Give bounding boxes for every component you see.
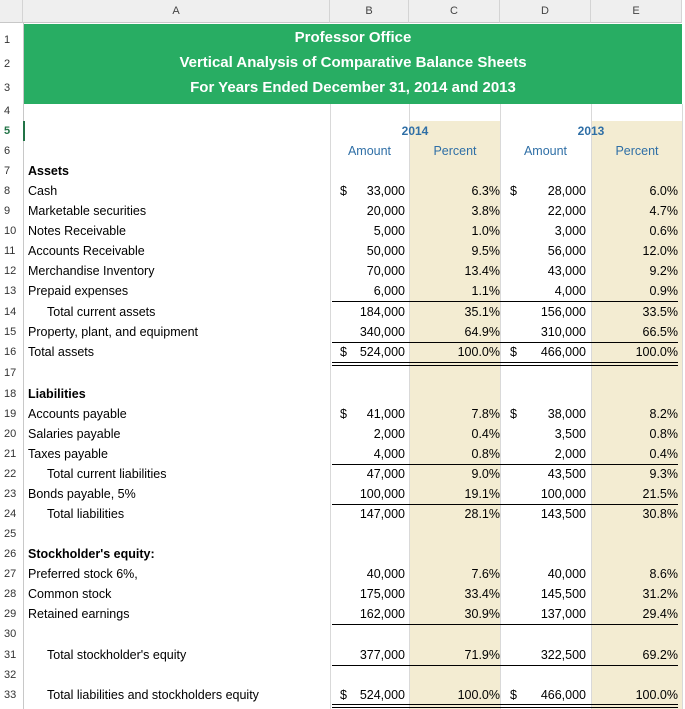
row-header[interactable]: 1 bbox=[0, 30, 23, 50]
column-header-b[interactable]: B bbox=[330, 0, 409, 23]
percent-2013[interactable]: 29.4% bbox=[642, 607, 678, 621]
amount-2013[interactable]: 38,000 bbox=[547, 407, 586, 421]
percent-2013[interactable]: 33.5% bbox=[642, 305, 678, 319]
amount-2014[interactable]: 377,000 bbox=[359, 648, 405, 662]
amount-2013[interactable]: 43,000 bbox=[547, 264, 586, 278]
percent-2014[interactable]: 19.1% bbox=[464, 487, 500, 501]
percent-2013-header[interactable]: Percent bbox=[615, 144, 659, 158]
year-2013-header[interactable]: 2013 bbox=[577, 124, 605, 138]
row-header-active[interactable]: 5 bbox=[0, 121, 23, 141]
label-total-stockholders-equity[interactable]: Total stockholder's equity bbox=[47, 648, 187, 662]
percent-2013[interactable]: 100.0% bbox=[635, 345, 678, 359]
label-total-current-liabilities[interactable]: Total current liabilities bbox=[47, 467, 167, 481]
label-total-liabilities-and-equity[interactable]: Total liabilities and stockholders equity bbox=[47, 688, 259, 702]
amount-2013-header[interactable]: Amount bbox=[523, 144, 568, 158]
section-liabilities[interactable]: Liabilities bbox=[28, 387, 86, 401]
percent-2013[interactable]: 0.8% bbox=[649, 427, 678, 441]
percent-2014[interactable]: 9.5% bbox=[471, 244, 500, 258]
row-header[interactable]: 31 bbox=[0, 645, 23, 665]
currency-symbol: $ bbox=[340, 345, 347, 359]
label-preferred-stock[interactable]: Preferred stock 6%, bbox=[28, 567, 138, 581]
percent-2014[interactable]: 0.4% bbox=[471, 427, 500, 441]
row-header[interactable]: 20 bbox=[0, 424, 23, 444]
row-header[interactable]: 26 bbox=[0, 544, 23, 564]
currency-symbol: $ bbox=[340, 184, 347, 198]
amount-2013[interactable]: 143,500 bbox=[540, 507, 586, 521]
amount-2014[interactable]: 100,000 bbox=[359, 487, 405, 501]
row-header[interactable]: 32 bbox=[0, 665, 23, 685]
percent-2014[interactable]: 33.4% bbox=[464, 587, 500, 601]
amount-2014[interactable]: 184,000 bbox=[359, 305, 405, 319]
amount-2014[interactable]: 4,000 bbox=[373, 447, 405, 461]
label-notes-receivable[interactable]: Notes Receivable bbox=[28, 224, 126, 238]
percent-2014[interactable]: 100.0% bbox=[457, 345, 500, 359]
amount-2014[interactable]: 524,000 bbox=[359, 345, 405, 359]
amount-2013[interactable]: 466,000 bbox=[540, 345, 586, 359]
percent-2014[interactable]: 1.0% bbox=[471, 224, 500, 238]
percent-2014[interactable]: 1.1% bbox=[471, 284, 500, 298]
amount-2014[interactable]: 33,000 bbox=[366, 184, 405, 198]
amount-2014-header[interactable]: Amount bbox=[347, 144, 392, 158]
gridline bbox=[682, 104, 683, 709]
row-header[interactable]: 8 bbox=[0, 181, 23, 201]
percent-2013[interactable]: 69.2% bbox=[642, 648, 678, 662]
row-header[interactable]: 4 bbox=[0, 101, 23, 121]
percent-2013[interactable]: 9.3% bbox=[649, 467, 678, 481]
amount-2014[interactable]: 6,000 bbox=[373, 284, 405, 298]
row-header[interactable]: 21 bbox=[0, 444, 23, 464]
currency-symbol: $ bbox=[510, 407, 517, 421]
label-retained-earnings[interactable]: Retained earnings bbox=[28, 607, 130, 621]
report-title: Vertical Analysis of Comparative Balance Sheets bbox=[179, 54, 527, 71]
section-equity[interactable]: Stockholder's equity: bbox=[28, 547, 155, 561]
amount-2013[interactable]: 466,000 bbox=[540, 688, 586, 702]
amount-2014[interactable]: 5,000 bbox=[373, 224, 405, 238]
amount-2013[interactable]: 145,500 bbox=[540, 587, 586, 601]
percent-2014[interactable]: 0.8% bbox=[471, 447, 500, 461]
amount-2013[interactable]: 4,000 bbox=[554, 284, 586, 298]
amount-2013[interactable]: 3,500 bbox=[554, 427, 586, 441]
currency-symbol: $ bbox=[510, 688, 517, 702]
percent-2014[interactable]: 28.1% bbox=[464, 507, 500, 521]
label-total-assets[interactable]: Total assets bbox=[28, 345, 95, 359]
percent-2013[interactable]: 0.9% bbox=[649, 284, 678, 298]
row-header[interactable]: 25 bbox=[0, 524, 23, 544]
percent-2014[interactable]: 3.8% bbox=[471, 204, 500, 218]
percent-2014[interactable]: 9.0% bbox=[471, 467, 500, 481]
column-header-d[interactable]: D bbox=[500, 0, 591, 23]
section-assets[interactable]: Assets bbox=[28, 164, 69, 178]
percent-2014[interactable]: 35.1% bbox=[464, 305, 500, 319]
double-underline bbox=[332, 704, 678, 708]
double-underline bbox=[332, 362, 678, 366]
label-salaries-payable[interactable]: Salaries payable bbox=[28, 427, 121, 441]
amount-2014[interactable]: 47,000 bbox=[366, 467, 405, 481]
percent-2013[interactable]: 30.8% bbox=[642, 507, 678, 521]
currency-symbol: $ bbox=[340, 407, 347, 421]
amount-2013[interactable]: 28,000 bbox=[547, 184, 586, 198]
amount-2014[interactable]: 524,000 bbox=[359, 688, 405, 702]
percent-2014[interactable]: 64.9% bbox=[464, 325, 500, 339]
amount-2013[interactable]: 2,000 bbox=[554, 447, 586, 461]
currency-symbol: $ bbox=[340, 688, 347, 702]
report-period: For Years Ended December 31, 2014 and 2013 bbox=[190, 79, 516, 96]
amount-2014[interactable]: 70,000 bbox=[366, 264, 405, 278]
percent-2014-header[interactable]: Percent bbox=[433, 144, 477, 158]
corner-select-all[interactable] bbox=[0, 0, 23, 23]
label-marketable-securities[interactable]: Marketable securities bbox=[28, 204, 147, 218]
underline bbox=[332, 624, 678, 625]
amount-2014[interactable]: 20,000 bbox=[366, 204, 405, 218]
percent-2013[interactable]: 8.6% bbox=[649, 567, 678, 581]
row-header[interactable]: 15 bbox=[0, 322, 23, 342]
row-header[interactable]: 11 bbox=[0, 241, 23, 261]
company-name: Professor Office bbox=[294, 29, 412, 46]
amount-2013[interactable]: 22,000 bbox=[547, 204, 586, 218]
row-header[interactable]: 22 bbox=[0, 464, 23, 484]
row-header[interactable]: 24 bbox=[0, 504, 23, 524]
underline bbox=[332, 665, 678, 666]
percent-2014[interactable]: 100.0% bbox=[457, 688, 500, 702]
label-ppe[interactable]: Property, plant, and equipment bbox=[28, 325, 199, 339]
label-prepaid-expenses[interactable]: Prepaid expenses bbox=[28, 284, 129, 298]
percent-2013[interactable]: 8.2% bbox=[649, 407, 678, 421]
percent-2013[interactable]: 0.4% bbox=[649, 447, 678, 461]
row-header[interactable]: 17 bbox=[0, 363, 23, 383]
amount-2014[interactable]: 41,000 bbox=[366, 407, 405, 421]
row-header[interactable]: 9 bbox=[0, 201, 23, 221]
amount-2013[interactable]: 3,000 bbox=[554, 224, 586, 238]
amount-2014[interactable]: 162,000 bbox=[359, 607, 405, 621]
amount-2013[interactable]: 137,000 bbox=[540, 607, 586, 621]
label-common-stock[interactable]: Common stock bbox=[28, 587, 112, 601]
row-header[interactable]: 7 bbox=[0, 161, 23, 181]
amount-2014[interactable]: 175,000 bbox=[359, 587, 405, 601]
row-header[interactable]: 18 bbox=[0, 384, 23, 404]
row-header[interactable]: 12 bbox=[0, 261, 23, 281]
currency-symbol: $ bbox=[510, 345, 517, 359]
title-banner[interactable] bbox=[24, 24, 682, 104]
amount-2014[interactable]: 40,000 bbox=[366, 567, 405, 581]
row-header[interactable]: 23 bbox=[0, 484, 23, 504]
row-header[interactable]: 28 bbox=[0, 584, 23, 604]
row-header[interactable]: 10 bbox=[0, 221, 23, 241]
percent-2014[interactable]: 13.4% bbox=[464, 264, 500, 278]
row-header[interactable]: 13 bbox=[0, 281, 23, 301]
amount-2014[interactable]: 50,000 bbox=[366, 244, 405, 258]
percent-2014[interactable]: 6.3% bbox=[471, 184, 500, 198]
amount-2013[interactable]: 310,000 bbox=[540, 325, 586, 339]
row-header[interactable]: 30 bbox=[0, 624, 23, 644]
row-header[interactable]: 16 bbox=[0, 342, 23, 362]
label-accounts-payable[interactable]: Accounts payable bbox=[28, 407, 127, 421]
row-header[interactable]: 3 bbox=[0, 78, 23, 98]
row-header[interactable]: 2 bbox=[0, 54, 23, 74]
percent-2014[interactable]: 71.9% bbox=[464, 648, 500, 662]
amount-2013[interactable]: 43,500 bbox=[547, 467, 586, 481]
percent-2013[interactable]: 100.0% bbox=[635, 688, 678, 702]
row-header[interactable]: 27 bbox=[0, 564, 23, 584]
percent-2014[interactable]: 7.6% bbox=[471, 567, 500, 581]
row-header[interactable]: 19 bbox=[0, 404, 23, 424]
label-accounts-receivable[interactable]: Accounts Receivable bbox=[28, 244, 145, 258]
column-header-c[interactable]: C bbox=[409, 0, 500, 23]
row-header[interactable]: 29 bbox=[0, 604, 23, 624]
amount-2014[interactable]: 147,000 bbox=[359, 507, 405, 521]
percent-2013[interactable]: 9.2% bbox=[649, 264, 678, 278]
amount-2013[interactable]: 156,000 bbox=[540, 305, 586, 319]
currency-symbol: $ bbox=[510, 184, 517, 198]
label-total-liabilities[interactable]: Total liabilities bbox=[47, 507, 125, 521]
percent-2013[interactable]: 12.0% bbox=[642, 244, 678, 258]
percent-2013[interactable]: 31.2% bbox=[642, 587, 678, 601]
percent-2013[interactable]: 6.0% bbox=[649, 184, 678, 198]
label-total-current-assets[interactable]: Total current assets bbox=[47, 305, 156, 319]
percent-2013[interactable]: 0.6% bbox=[649, 224, 678, 238]
row-header[interactable]: 14 bbox=[0, 302, 23, 322]
amount-2013[interactable]: 40,000 bbox=[547, 567, 586, 581]
percent-2013[interactable]: 4.7% bbox=[649, 204, 678, 218]
active-row-indicator bbox=[23, 121, 25, 141]
row-header[interactable]: 6 bbox=[0, 141, 23, 161]
column-header-a[interactable]: A bbox=[23, 0, 330, 23]
percent-2013[interactable]: 66.5% bbox=[642, 325, 678, 339]
year-2014-header[interactable]: 2014 bbox=[401, 124, 429, 138]
label-bonds-payable[interactable]: Bonds payable, 5% bbox=[28, 487, 136, 501]
label-merchandise-inventory[interactable]: Merchandise Inventory bbox=[28, 264, 155, 278]
amount-2013[interactable]: 100,000 bbox=[540, 487, 586, 501]
amount-2014[interactable]: 2,000 bbox=[373, 427, 405, 441]
label-cash[interactable]: Cash bbox=[28, 184, 58, 198]
amount-2013[interactable]: 322,500 bbox=[540, 648, 586, 662]
percent-2014[interactable]: 30.9% bbox=[464, 607, 500, 621]
percent-2013[interactable]: 21.5% bbox=[642, 487, 678, 501]
column-header-e[interactable]: E bbox=[591, 0, 682, 23]
row-header[interactable]: 33 bbox=[0, 685, 23, 705]
label-taxes-payable[interactable]: Taxes payable bbox=[28, 447, 108, 461]
percent-2014[interactable]: 7.8% bbox=[471, 407, 500, 421]
amount-2014[interactable]: 340,000 bbox=[359, 325, 405, 339]
amount-2013[interactable]: 56,000 bbox=[547, 244, 586, 258]
